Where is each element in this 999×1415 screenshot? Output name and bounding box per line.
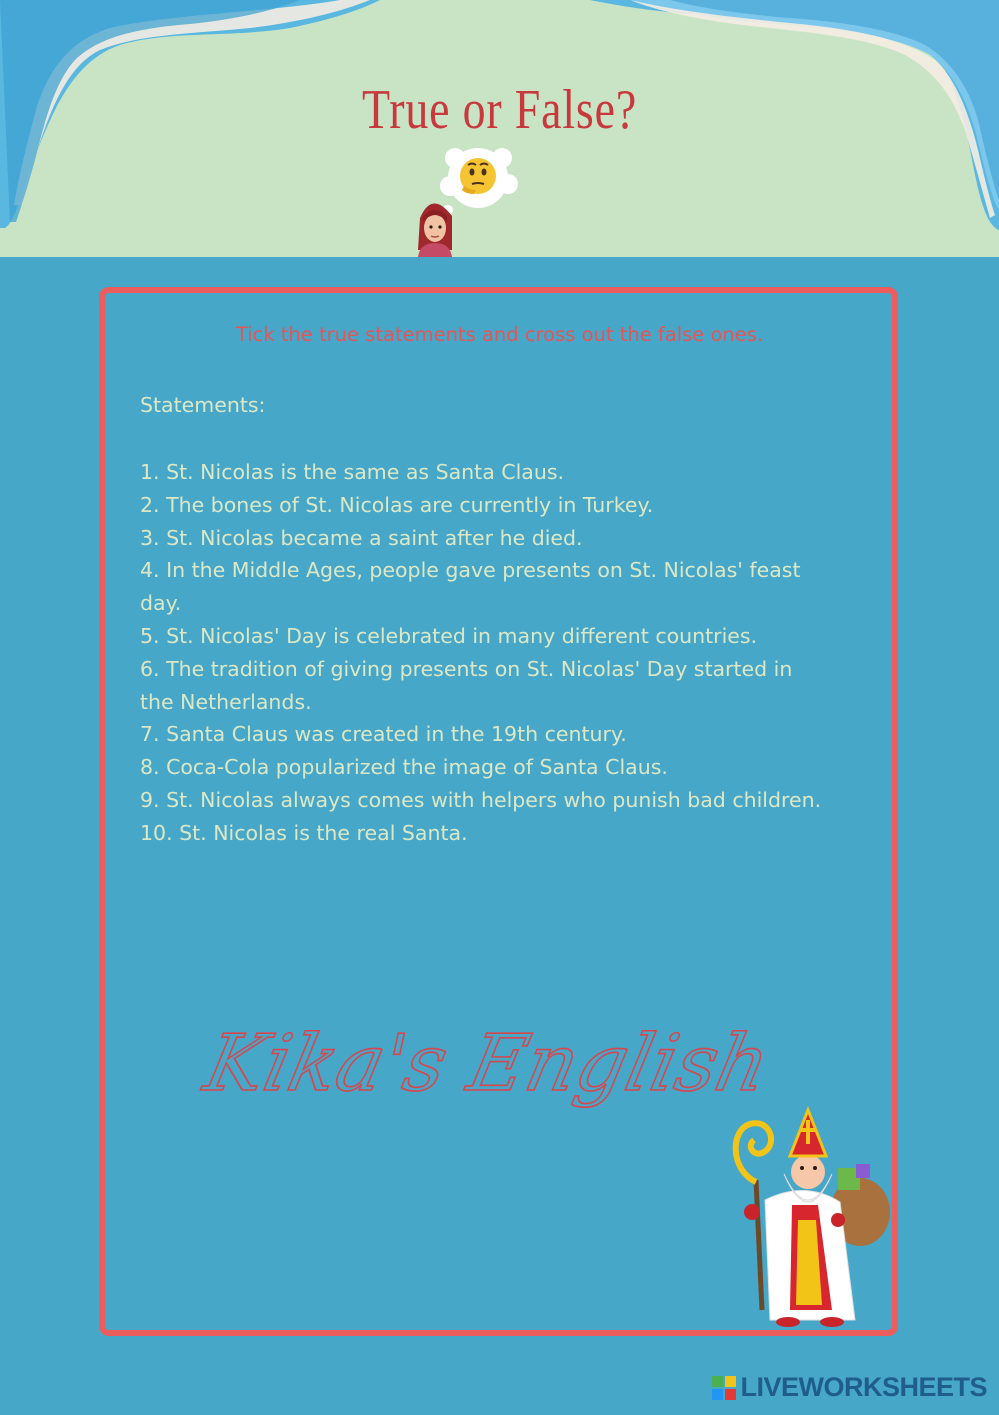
statement-item: 10. St. Nicolas is the real Santa. (140, 820, 468, 845)
statement-item: 1. St. Nicolas is the same as Santa Claus. (140, 460, 565, 484)
instruction-text: Tick the true statements and cross out the false ones. (235, 323, 764, 346)
statement-item: 3. St. Nicolas became a saint after he died. (140, 525, 583, 550)
statement-item: 6. The tradition of giving presents on St. Nicolas' Day started in the Netherlands. (140, 656, 793, 714)
statement-item: 2. The bones of St. Nicolas are currently in Turkey. (140, 492, 654, 517)
liveworksheets-brand[interactable] (712, 1372, 987, 1403)
signature (197, 990, 778, 1150)
header-banner (0, 0, 999, 257)
page-title: True or False? (361, 79, 638, 141)
statements-heading: Statements: (140, 393, 266, 417)
statement-item: 5. St. Nicolas' Day is celebrated in many different countries. (140, 623, 758, 648)
signature-text: Kika's English (197, 1017, 778, 1109)
statement-item: 9. St. Nicolas always comes with helpers who punish bad children. (140, 787, 822, 812)
liveworksheets-logo-icon (712, 1376, 736, 1400)
girl-avatar (418, 203, 452, 257)
statement-item: 7. Santa Claus was created in the 19th century. (140, 722, 627, 747)
brand-name: LIVEWORKSHEETS (740, 1372, 987, 1402)
statement-item: 8. Coca-Cola popularized the image of Santa Claus. (140, 755, 668, 780)
saint-nicolas-illustration (720, 1110, 895, 1330)
statements-list (140, 456, 830, 850)
thinking-avatar (410, 146, 520, 257)
thinking-face-icon (460, 158, 496, 194)
statement-item: 4. In the Middle Ages, people gave presents on St. Nicolas' feast day. (140, 558, 801, 616)
